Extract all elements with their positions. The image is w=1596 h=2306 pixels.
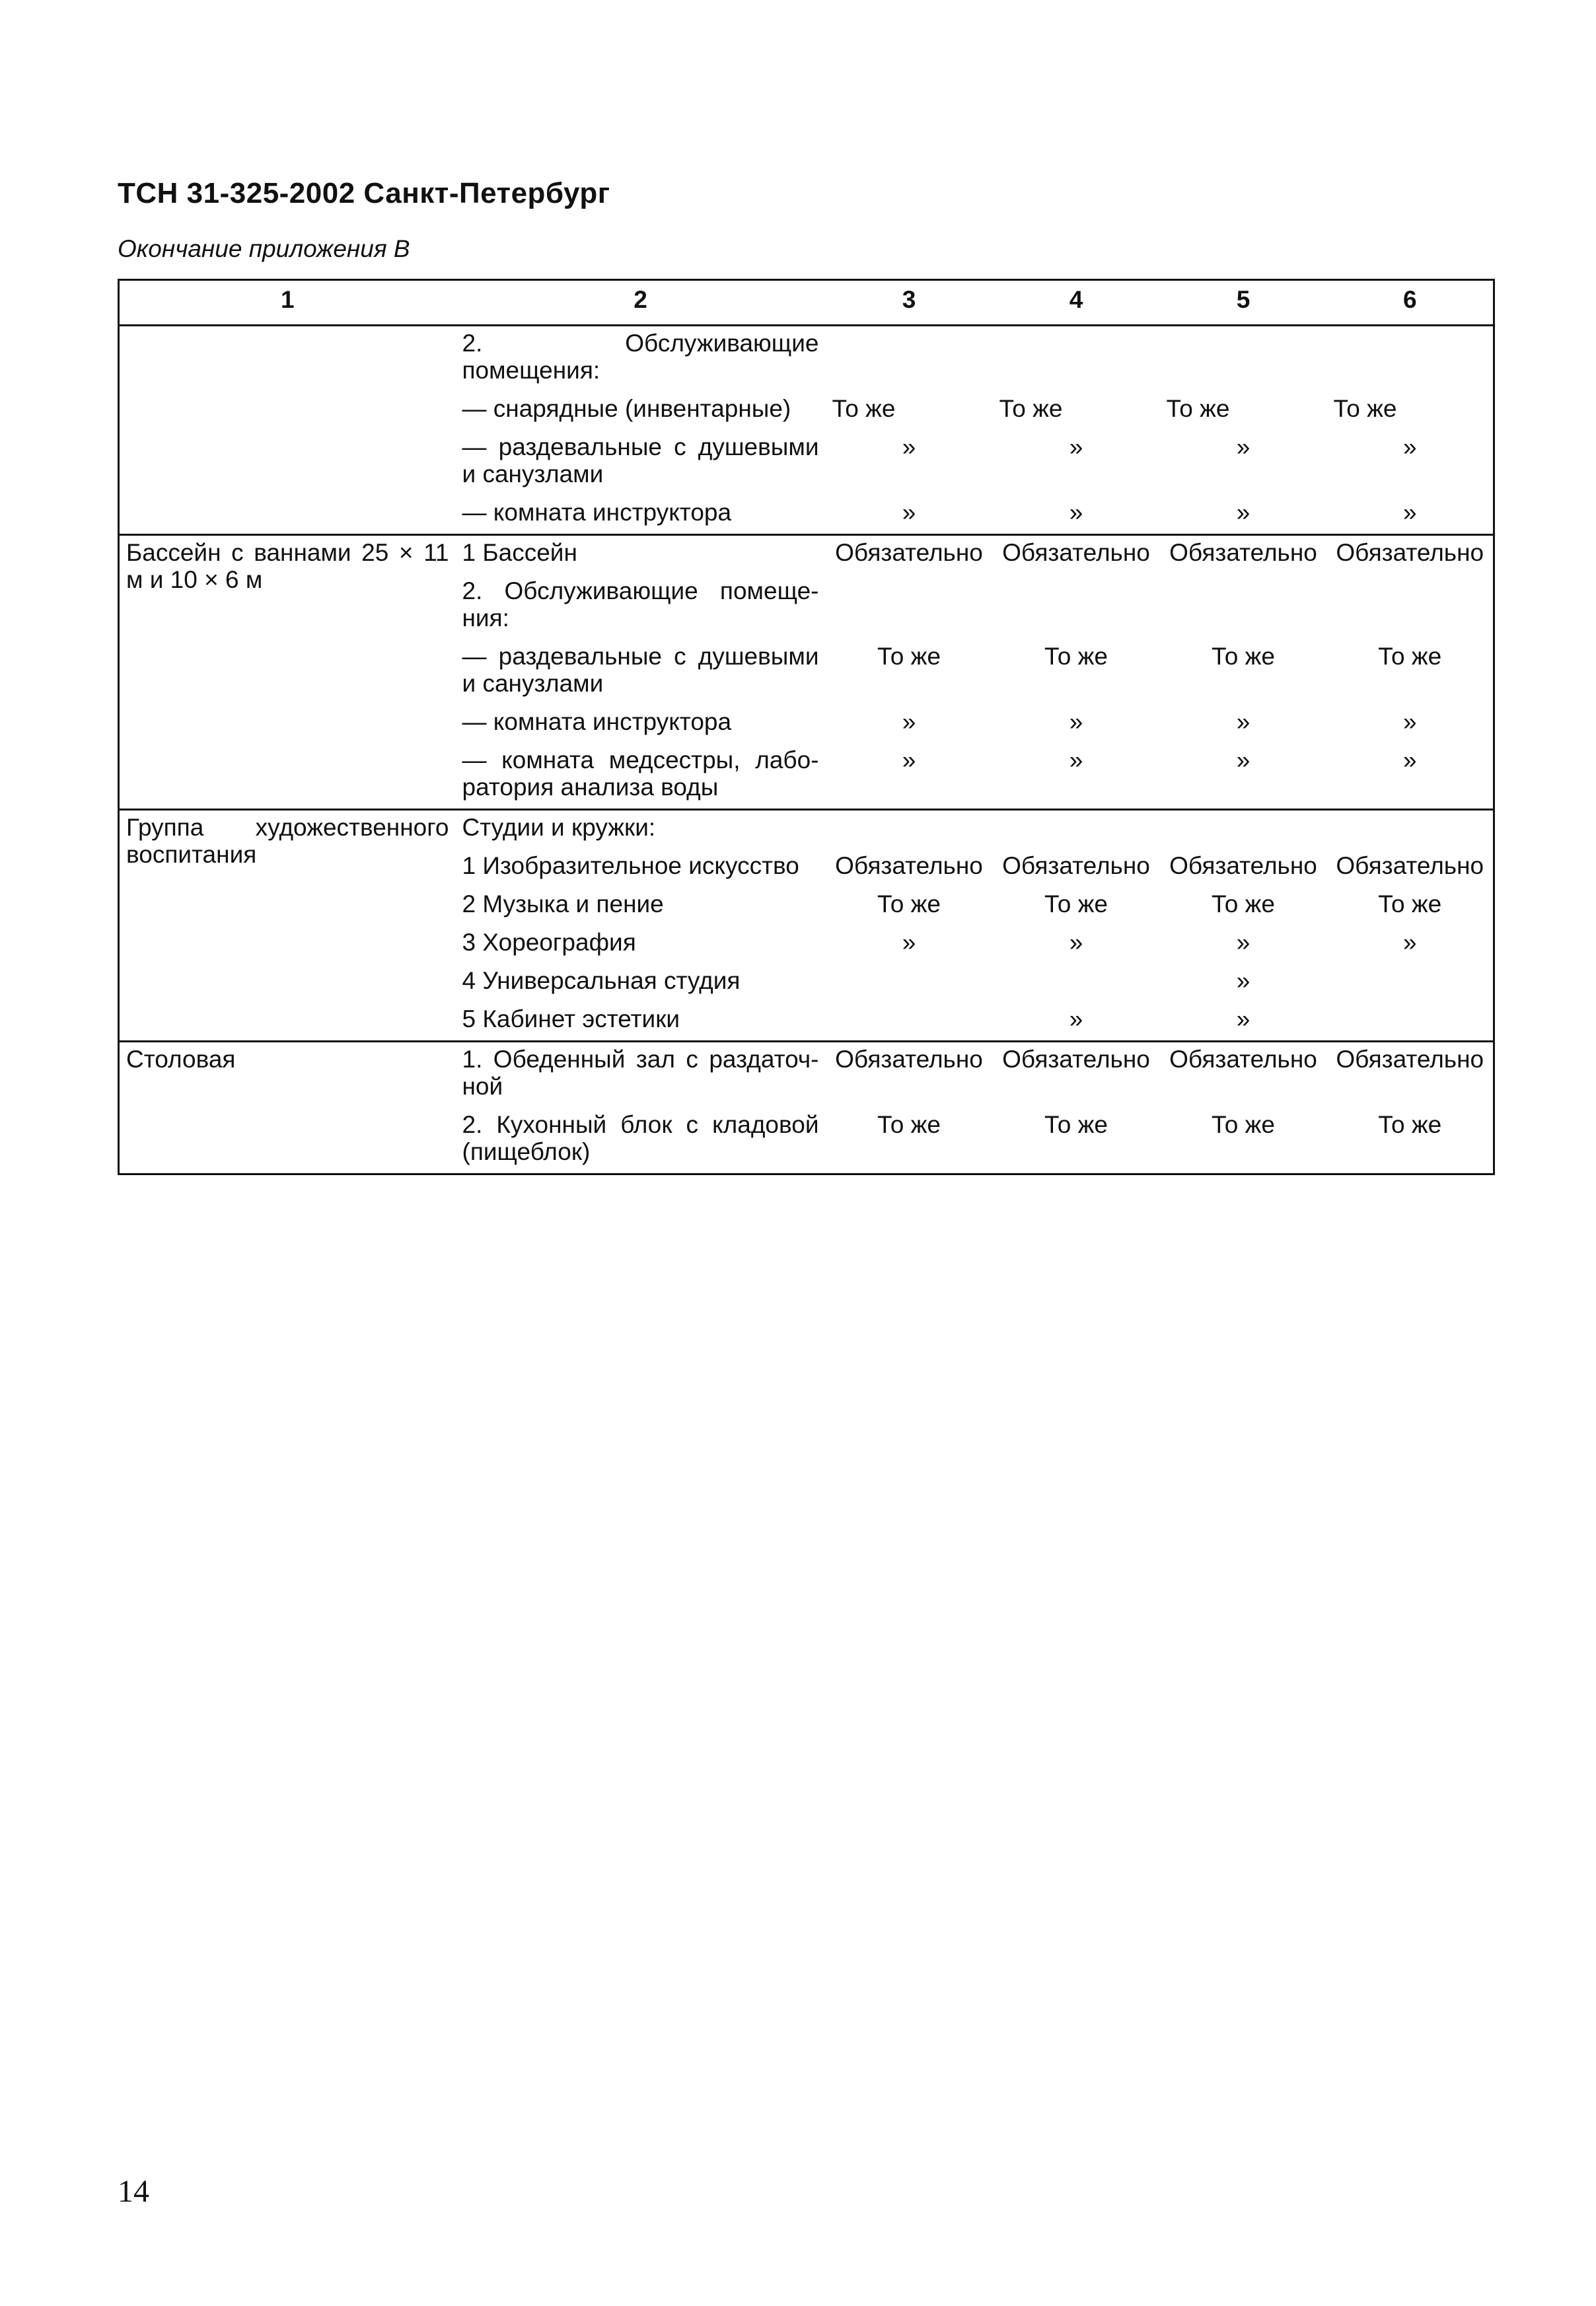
value-cell: » xyxy=(1069,499,1083,526)
value-cell: Обязательно xyxy=(1160,1042,1327,1108)
value-cell xyxy=(1160,810,1327,849)
value-cell: » xyxy=(1402,708,1417,735)
value-cell: То же xyxy=(1044,1111,1108,1138)
document-title: ТСН 31-325-2002 Санкт-Петербург xyxy=(118,177,610,209)
group-name-cell: Столовая xyxy=(119,1042,456,1174)
value-cell: » xyxy=(1402,929,1417,956)
value-cell: Обязательно xyxy=(1002,852,1150,879)
value-cell: Обязательно xyxy=(993,1042,1160,1108)
value-cell: Обязательно xyxy=(826,1042,993,1108)
value-cell: То же xyxy=(1333,395,1397,422)
group-name-cell: Группа художественного воспитания xyxy=(119,810,456,1042)
value-cell: » xyxy=(902,708,916,735)
group-name-cell xyxy=(119,326,456,535)
value-cell: » xyxy=(902,433,916,460)
value-cell: Обязательно xyxy=(826,535,993,575)
item-cell: 2. Обслуживающие помеще-ния: xyxy=(462,577,819,631)
value-cell: Обязательно xyxy=(993,535,1160,575)
item-cell: — комната инструктора xyxy=(462,708,732,735)
value-cell: » xyxy=(1069,929,1083,956)
value-cell: То же xyxy=(999,395,1063,422)
value-cell: Обязательно xyxy=(1336,852,1484,879)
value-cell: То же xyxy=(877,643,941,670)
value-cell xyxy=(993,574,1160,639)
column-header: 3 xyxy=(826,280,993,326)
value-cell: » xyxy=(1236,1005,1251,1032)
item-cell: 2. Кухонный блок с кладовой (пищеблок) xyxy=(462,1111,819,1165)
value-cell: » xyxy=(1236,708,1251,735)
appendix-table xyxy=(118,279,1495,1175)
value-cell: Обязательно xyxy=(1160,535,1327,575)
table-row xyxy=(119,326,1494,392)
item-cell: Студии и кружки: xyxy=(456,810,826,849)
item-cell: 2 Музыка и пение xyxy=(462,890,664,918)
value-cell: Обязательно xyxy=(1169,852,1317,879)
table-header-row xyxy=(119,280,1494,326)
value-cell: То же xyxy=(1378,643,1442,670)
item-cell: 1. Обеденный зал с раздаточ-ной xyxy=(456,1042,826,1108)
value-cell xyxy=(1327,810,1494,849)
item-cell: 5 Кабинет эстетики xyxy=(462,1005,680,1032)
column-header: 1 xyxy=(119,280,456,326)
value-cell: То же xyxy=(1378,1111,1442,1138)
value-cell: » xyxy=(902,929,916,956)
value-cell xyxy=(1327,1002,1494,1042)
item-cell: — снарядные (инвентарные) xyxy=(462,395,791,422)
item-cell: — комната инструктора xyxy=(462,499,732,526)
value-cell: » xyxy=(1236,929,1251,956)
table-row xyxy=(119,810,1494,849)
value-cell: » xyxy=(1069,746,1083,774)
value-cell: То же xyxy=(1378,890,1442,918)
item-cell: 3 Хореография xyxy=(462,929,636,956)
item-cell: — комната медсестры, лабо-ратория анализа воды xyxy=(462,746,819,801)
value-cell xyxy=(826,964,993,1002)
item-cell: 1 Бассейн xyxy=(456,535,826,575)
value-cell: Обязательно xyxy=(835,852,983,879)
value-cell: Обязательно xyxy=(1327,1042,1494,1108)
value-cell: » xyxy=(1402,746,1417,774)
value-cell: То же xyxy=(1212,890,1275,918)
column-header: 4 xyxy=(993,280,1160,326)
table-body xyxy=(119,326,1494,1174)
value-cell: То же xyxy=(877,890,941,918)
value-cell: » xyxy=(902,499,916,526)
column-header: 2 xyxy=(456,280,826,326)
column-header: 5 xyxy=(1160,280,1327,326)
value-cell: То же xyxy=(877,1111,941,1138)
value-cell: То же xyxy=(1166,395,1230,422)
value-cell: То же xyxy=(832,395,896,422)
value-cell xyxy=(1327,574,1494,639)
value-cell xyxy=(826,326,993,392)
appendix-subtitle: Окончание приложения В xyxy=(118,235,410,262)
value-cell xyxy=(826,1002,993,1042)
column-header: 6 xyxy=(1327,280,1494,326)
value-cell xyxy=(826,810,993,849)
item-cell: — раздевальные с душевыми и санузлами xyxy=(462,643,819,697)
value-cell: Обязательно xyxy=(1327,535,1494,575)
value-cell: » xyxy=(1236,499,1251,526)
value-cell: То же xyxy=(1044,643,1108,670)
value-cell: » xyxy=(1402,499,1417,526)
value-cell xyxy=(1160,326,1327,392)
value-cell: То же xyxy=(1212,643,1275,670)
value-cell xyxy=(993,810,1160,849)
value-cell xyxy=(1327,964,1494,1002)
item-cell: — раздевальные с душевыми и санузлами xyxy=(462,433,819,487)
value-cell: » xyxy=(902,746,916,774)
page-number: 14 xyxy=(118,2174,149,2209)
item-cell: 4 Универсальная студия xyxy=(462,967,741,994)
table-row xyxy=(119,1042,1494,1108)
item-cell: 2. Обслуживающие помещения: xyxy=(456,326,826,392)
value-cell: То же xyxy=(1212,1111,1275,1138)
value-cell xyxy=(1160,574,1327,639)
group-name-cell: Бассейн с ваннами 25 × 11 м и 10 × 6 м xyxy=(119,535,456,810)
value-cell: » xyxy=(1069,708,1083,735)
value-cell: То же xyxy=(1044,890,1108,918)
value-cell xyxy=(993,326,1160,392)
value-cell: » xyxy=(1069,433,1083,460)
value-cell xyxy=(826,574,993,639)
value-cell: » xyxy=(1069,1005,1083,1032)
value-cell xyxy=(1327,326,1494,392)
item-cell: 1 Изобразительное искусство xyxy=(462,852,799,879)
value-cell: » xyxy=(1236,433,1251,460)
value-cell: » xyxy=(1402,433,1417,460)
value-cell: » xyxy=(1236,967,1251,994)
value-cell: » xyxy=(1236,746,1251,774)
value-cell xyxy=(993,964,1160,1002)
table-row xyxy=(119,535,1494,575)
